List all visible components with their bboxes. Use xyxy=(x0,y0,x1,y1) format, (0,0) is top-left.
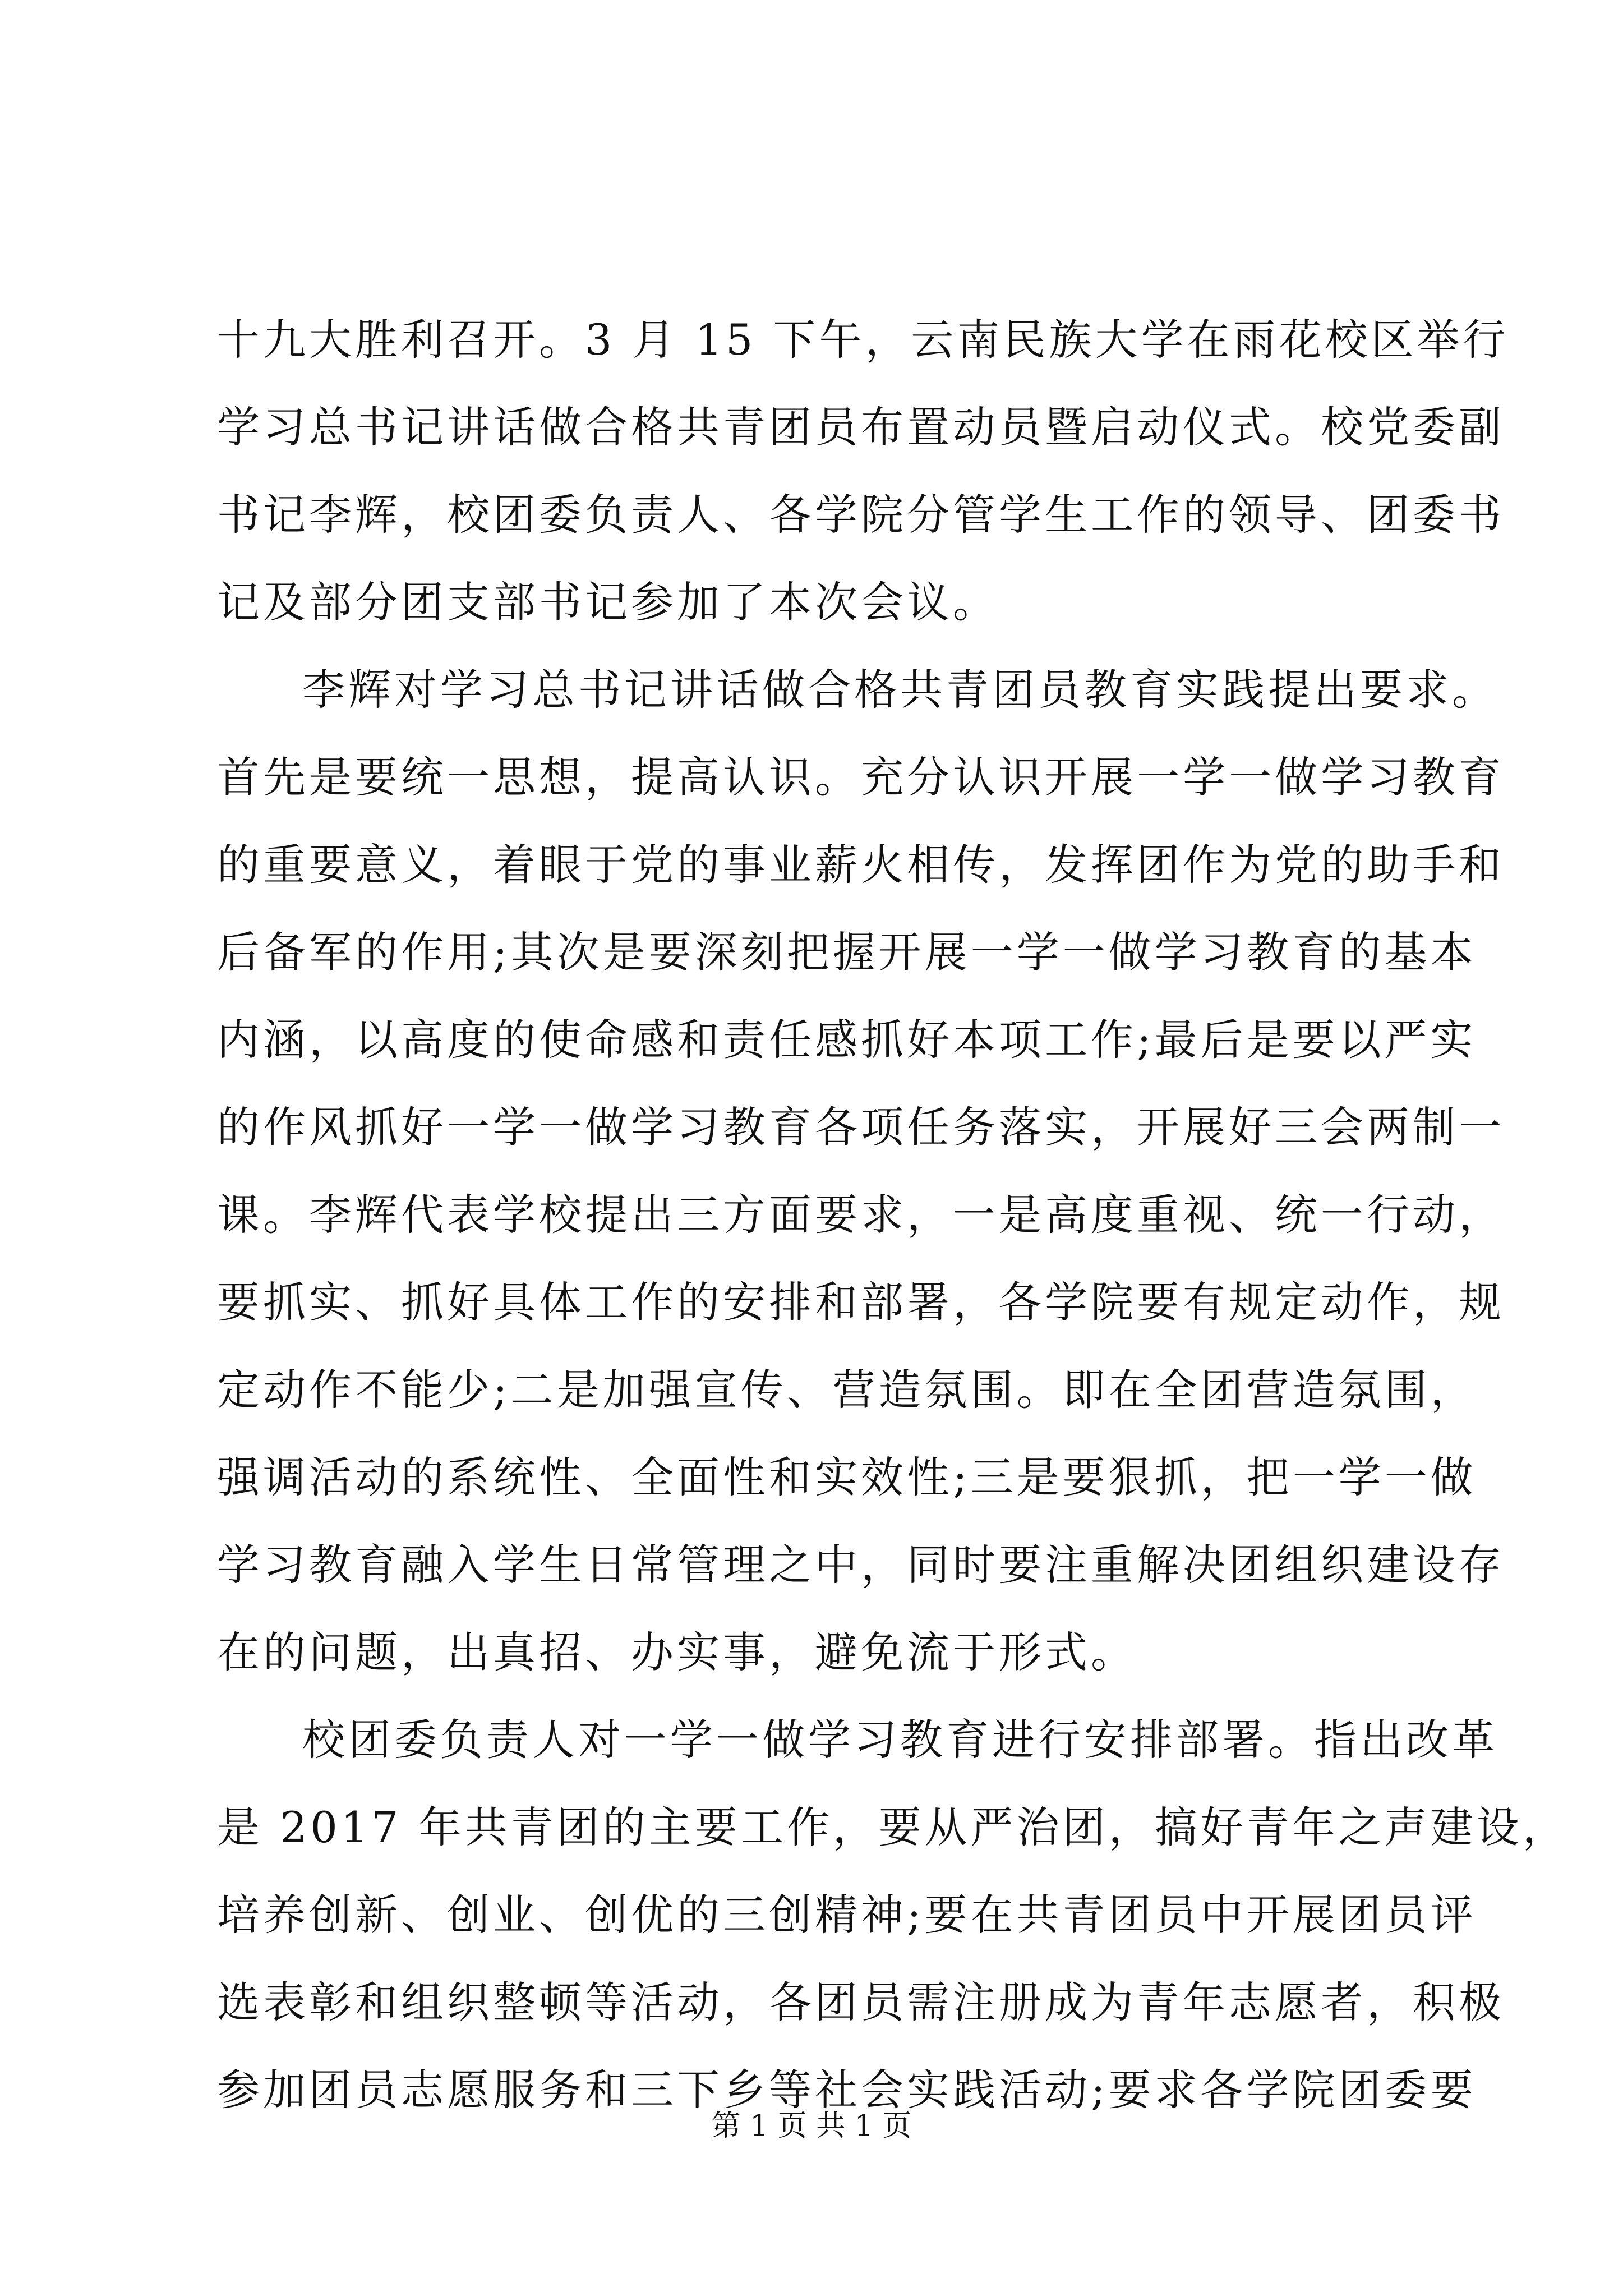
text-line: 记及部分团支部书记参加了本次会议。 xyxy=(217,577,999,627)
text-line: 培养创新、创业、创优的三创精神;要在共青团员中开展团员评 xyxy=(217,1890,1477,1940)
paragraph-first-line: 校团委负责人对一学一做学习教育进行安排部署。指出改革 xyxy=(302,1715,1498,1765)
text-line: 首先是要统一思想，提高认识。充分认识开展一学一做学习教育 xyxy=(217,752,1505,802)
text-line: 后备军的作用;其次是要深刻把握开展一学一做学习教育的基本 xyxy=(217,927,1477,977)
text-line: 要抓实、抓好具体工作的安排和部署，各学院要有规定动作，规 xyxy=(217,1277,1505,1327)
text-line: 的重要意义，着眼于党的事业薪火相传，发挥团作为党的助手和 xyxy=(217,840,1505,890)
text-line: 内涵，以高度的使命感和责任感抓好本项工作;最后是要以严实 xyxy=(217,1015,1477,1065)
paragraph-first-line: 李辉对学习总书记讲话做合格共青团员教育实践提出要求。 xyxy=(302,665,1498,715)
text-line: 强调活动的系统性、全面性和实效性;三是要狠抓，把一学一做 xyxy=(217,1452,1477,1502)
page-footer: 第 1 页 共 1 页 xyxy=(711,2109,912,2143)
text-line: 选表彰和组织整顿等活动，各团员需注册成为青年志愿者，积极 xyxy=(217,1977,1505,2027)
text-line: 定动作不能少;二是加强宣传、营造氛围。即在全团营造氛围， xyxy=(217,1365,1477,1415)
text-line: 学习总书记讲话做合格共青团员布置动员暨启动仪式。校党委副 xyxy=(217,402,1505,452)
text-line: 的作风抓好一学一做学习教育各项任务落实，开展好三会两制一 xyxy=(217,1102,1505,1152)
text-line: 是 2017 年共青团的主要工作，要从严治团，搞好青年之声建设， xyxy=(217,1802,1569,1852)
text-line: 参加团员志愿服务和三下乡等社会实践活动;要求各学院团委要 xyxy=(217,2065,1477,2115)
text-line: 十九大胜利召开。3 月 15 下午，云南民族大学在雨花校区举行 xyxy=(217,315,1509,365)
text-line: 课。李辉代表学校提出三方面要求，一是高度重视、统一行动， xyxy=(217,1190,1505,1240)
text-line: 书记李辉，校团委负责人、各学院分管学生工作的领导、团委书 xyxy=(217,490,1505,540)
text-line: 学习教育融入学生日常管理之中，同时要注重解决团组织建设存 xyxy=(217,1540,1505,1590)
text-line: 在的问题，出真招、办实事，避免流于形式。 xyxy=(217,1627,1137,1677)
document-body xyxy=(217,296,1569,2134)
